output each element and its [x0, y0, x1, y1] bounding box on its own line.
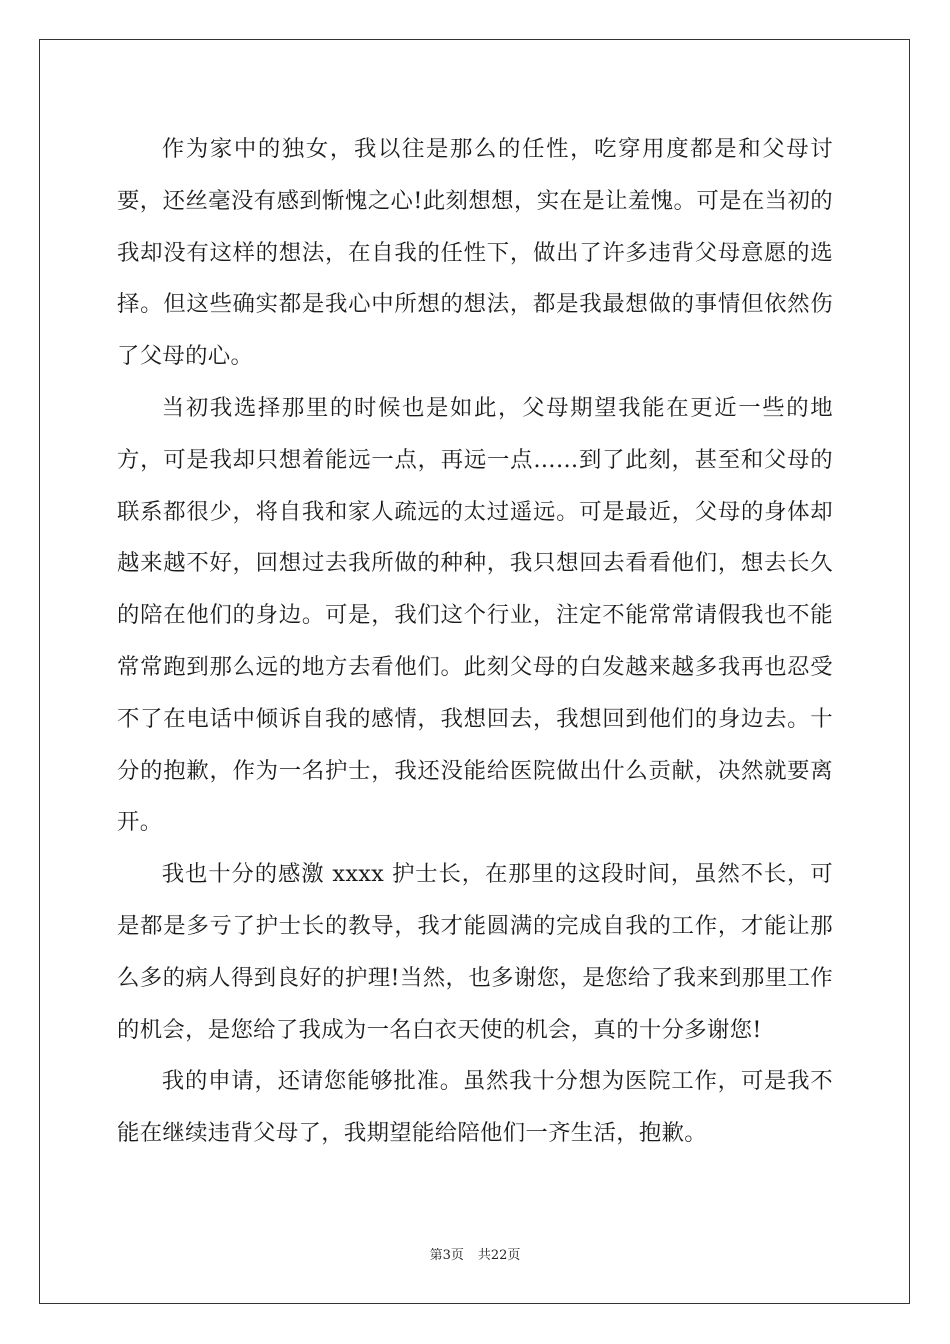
- document-body: [117, 124, 833, 1160]
- paragraph-1: 作为家中的独女，我以往是那么的任性，吃穿用度都是和父母讨要，还丝毫没有感到惭愧之心!此刻想想，实在是让羞愧。可是在当初的我却没有这样的想法，在自我的任性下，做出了许多违背父母意愿的选择。但这些确实都是我心中所想的想法，都是我最想做的事情但依然伤了父母的心。: [117, 136, 833, 370]
- page-number: 第3页: [429, 1248, 464, 1263]
- paragraph-2: 当初我选择那里的时候也是如此，父母期望我能在更近一些的地方，可是我却只想着能远一点，再远一点……到了此刻，甚至和父母的联系都很少，将自我和家人疏远的太过遥远。可是最近，父母的身体却越来越不好，回想过去我所做的种种，我只想回去看看他们，想去长久的陪在他们的身边。可是，我们这个行业，注定不能常常请假我也不能常常跑到那么远的地方去看他们。此刻父母的白发越来越多我再也忍受不了在电话中倾诉自我的感情，我想回去，我想回到他们的身边去。十分的抱歉，作为一名护士，我还没能给医院做出什么贡献，决然就要离开。: [117, 394, 833, 836]
- paragraph-3: 我也十分的感激 xxxx 护士长，在那里的这段时间，虽然不长，可是都是多亏了护士长的教导，我才能圆满的完成自我的工作，才能让那么多的病人得到良好的护理!当然，也多谢您，是您给了我来到那里工作的机会，是您给了我成为一名白衣天使的机会，真的十分多谢您!: [117, 861, 833, 1043]
- page-total: 共22页: [477, 1248, 521, 1263]
- page-footer: [0, 1247, 950, 1265]
- paragraph-4: 我的申请，还请您能够批准。虽然我十分想为医院工作，可是我不能在继续违背父母了，我期望能给陪他们一齐生活，抱歉。: [117, 1068, 833, 1147]
